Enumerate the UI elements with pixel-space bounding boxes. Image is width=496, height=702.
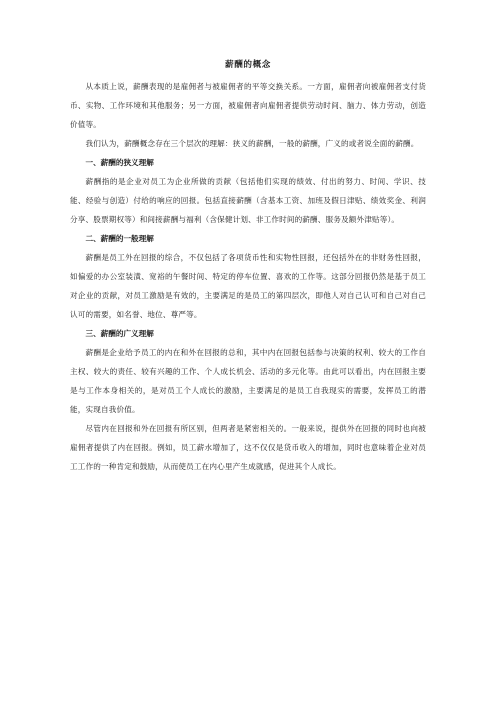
section-heading-narrow: 一、薪酬的狭义理解: [85, 158, 154, 167]
intro-paragraph-2: 我们认为，薪酬概念存在三个层次的理解：狭义的薪酬，一般的薪酬，广义的或者说全面的薪酬。: [85, 139, 419, 148]
section-narrow-paragraph: 薪酬指的是企业对员工为企业所做的贡献（包括他们实现的绩效、付出的努力、时间、学识、技能、经验与创造）付给的响应的回报。包括直接薪酬（含基本工资、加班及假日津贴、绩效奖金、利润分享、股票期权等）和间接薪酬与福利（含保健计划、非工作时间的薪酬、服务及额外津贴等）。: [70, 177, 426, 224]
intro-paragraph-1: 从本质上说，薪酬表现的是雇佣者与被雇佣者的平等交换关系。一方面，雇佣者向被雇佣者支付货币、实物、工作环境和其他服务；另一方面，被雇佣者向雇佣者提供劳动时间、脑力、体力劳动，创造价值等。: [70, 82, 426, 129]
section-broad-paragraph-1: 薪酬是企业给予员工的内在和外在回报的总和，其中内在回报包括参与决策的权利、较大的工作自主权、较大的责任、较有兴趣的工作、个人成长机会、活动的多元化等。由此可以看出，内在回报主要是与工作本身相关的，是对员工个人成长的激励，主要满足的是员工自我现实的需要，发挥员工的潜能，实现自我价值。: [70, 348, 426, 414]
section-heading-general: 二、薪酬的一般理解: [85, 234, 154, 243]
section-broad-paragraph-2: 尽管内在回报和外在回报有所区别，但两者是紧密相关的。一般来说，提供外在回报的同时也向被雇佣者提供了内在回报。例如，员工薪水增加了，这不仅仅是货币收入的增加，同时也意味着企业对员工工作的一种肯定和鼓励，从而使员工在内心里产生成就感，促进其个人成长。: [70, 424, 426, 471]
section-heading-broad: 三、薪酬的广义理解: [85, 329, 154, 338]
section-general-paragraph: 薪酬是员工外在回报的综合，不仅包括了各项货币性和实物性回报，还包括外在的非财务性回报，如偏爱的办公室装潢、宽裕的午餐时间、特定的停车位置、喜欢的工作等。这部分回报仍然是基于员工对企业的贡献，对员工激励是有效的，主要满足的是员工的第四层次，即他人对自己认可和自己对自己认可的需要，如名誉、地位、尊严等。: [70, 253, 426, 319]
document-title: 薪酬的概念: [225, 60, 271, 70]
